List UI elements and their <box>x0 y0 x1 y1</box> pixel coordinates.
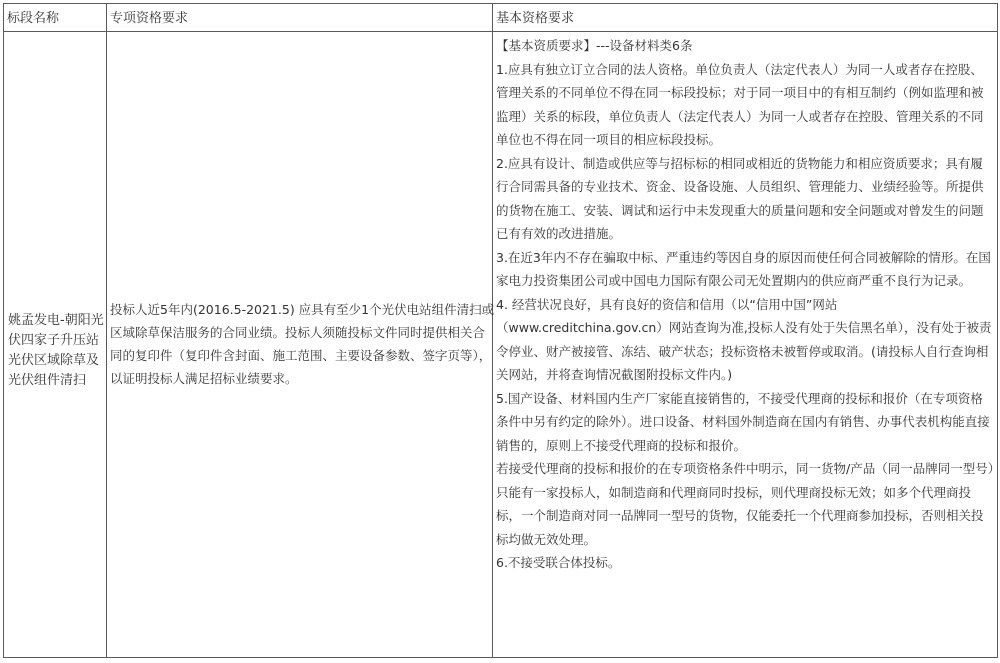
header-special-requirements: 专项资格要求 <box>110 11 189 26</box>
special-requirements-cell: 投标人近5年内(2016.5-2021.5) 应具有至少1个光伏电站组件清扫或区域除草保洁服务的合同业绩。投标人须随投标文件同时提供相关合同的复印件（复印件含封面、施工范围、主要设备参数、签字页等），以证明投标人满足招标业绩要求。 <box>110 302 495 386</box>
basic-requirement-item-5-note: 若接受代理商的投标和报价的在专项资格条件中明示，同一货物/产品（同一品牌同一型号）只能有一家投标人，如制造商和代理商同时投标，则代理商投标无效；如多个代理商投标，一个制造商对同一品牌同一型号的货物，仅能委托一个代理商参加投标，否则相关投标均做无效处理。 <box>496 461 994 547</box>
qualification-table <box>3 3 998 658</box>
header-basic-requirements: 基本资格要求 <box>496 11 575 26</box>
basic-requirement-item-4: 4. 经营状况良好，具有良好的资信和信用（以“信用中国”网站（www.creditchina.gov.cn）网站查询为准,投标人没有处于失信黑名单），没有处于被责令停业、财产被接管、冻结、破产状态；投标资格未被暂停或取消。(请投标人自行查询相关网站，并将查询情况截图附投标文件内。) <box>496 296 992 382</box>
basic-requirement-item-1: 1.应具有独立订立合同的法人资格。单位负责人（法定代表人）为同一人或者存在控股、管理关系的不同单位不得在同一标段投标；对于同一项目中的有相互制约（例如监理和被监理）关系的标段，单位负责人（法定代表人）为同一人或者存在控股、管理关系的不同单位也不得在同一项目的相应标段投标。 <box>496 61 984 147</box>
basic-requirement-item-2: 2.应具有设计、制造或供应等与招标标的相同或相近的货物能力和相应资质要求；具有履行合同需具备的专业技术、资金、设备设施、人员组织、管理能力、业绩经验等。所提供的货物在施工、安装、调试和运行中未发现重大的质量问题和安全问题或对曾发生的问题已有有效的改进措施。 <box>496 155 984 241</box>
header-divider <box>4 31 997 32</box>
basic-requirement-item-6: 6.不接受联合体投标。 <box>496 555 621 570</box>
basic-requirement-item-5: 5.国产设备、材料国内生产厂家能直接销售的，不接受代理商的投标和报价（在专项资格条件中另有约定的除外）。进口设备、材料国外制造商在国内有销售、办事代表机构能直接销售的，原则上不接受代理商的投标和报价。 <box>496 390 990 453</box>
section-name-cell: 姚孟发电-朝阳光伏四家子升压站光伏区域除草及光伏组件清扫 <box>8 313 104 388</box>
basic-requirement-item-3: 3.在近3年内不存在骗取中标、严重违约等因自身的原因而使任何合同被解除的情形。在国家电力投资集团公司或中国电力国际有限公司无处置期内的供应商严重不良行为记录。 <box>496 249 991 288</box>
basic-requirements-cell <box>496 34 994 575</box>
basic-requirements-heading: 【基本资质要求】---设备材料类6条 <box>496 38 693 53</box>
header-section-name: 标段名称 <box>7 11 60 26</box>
